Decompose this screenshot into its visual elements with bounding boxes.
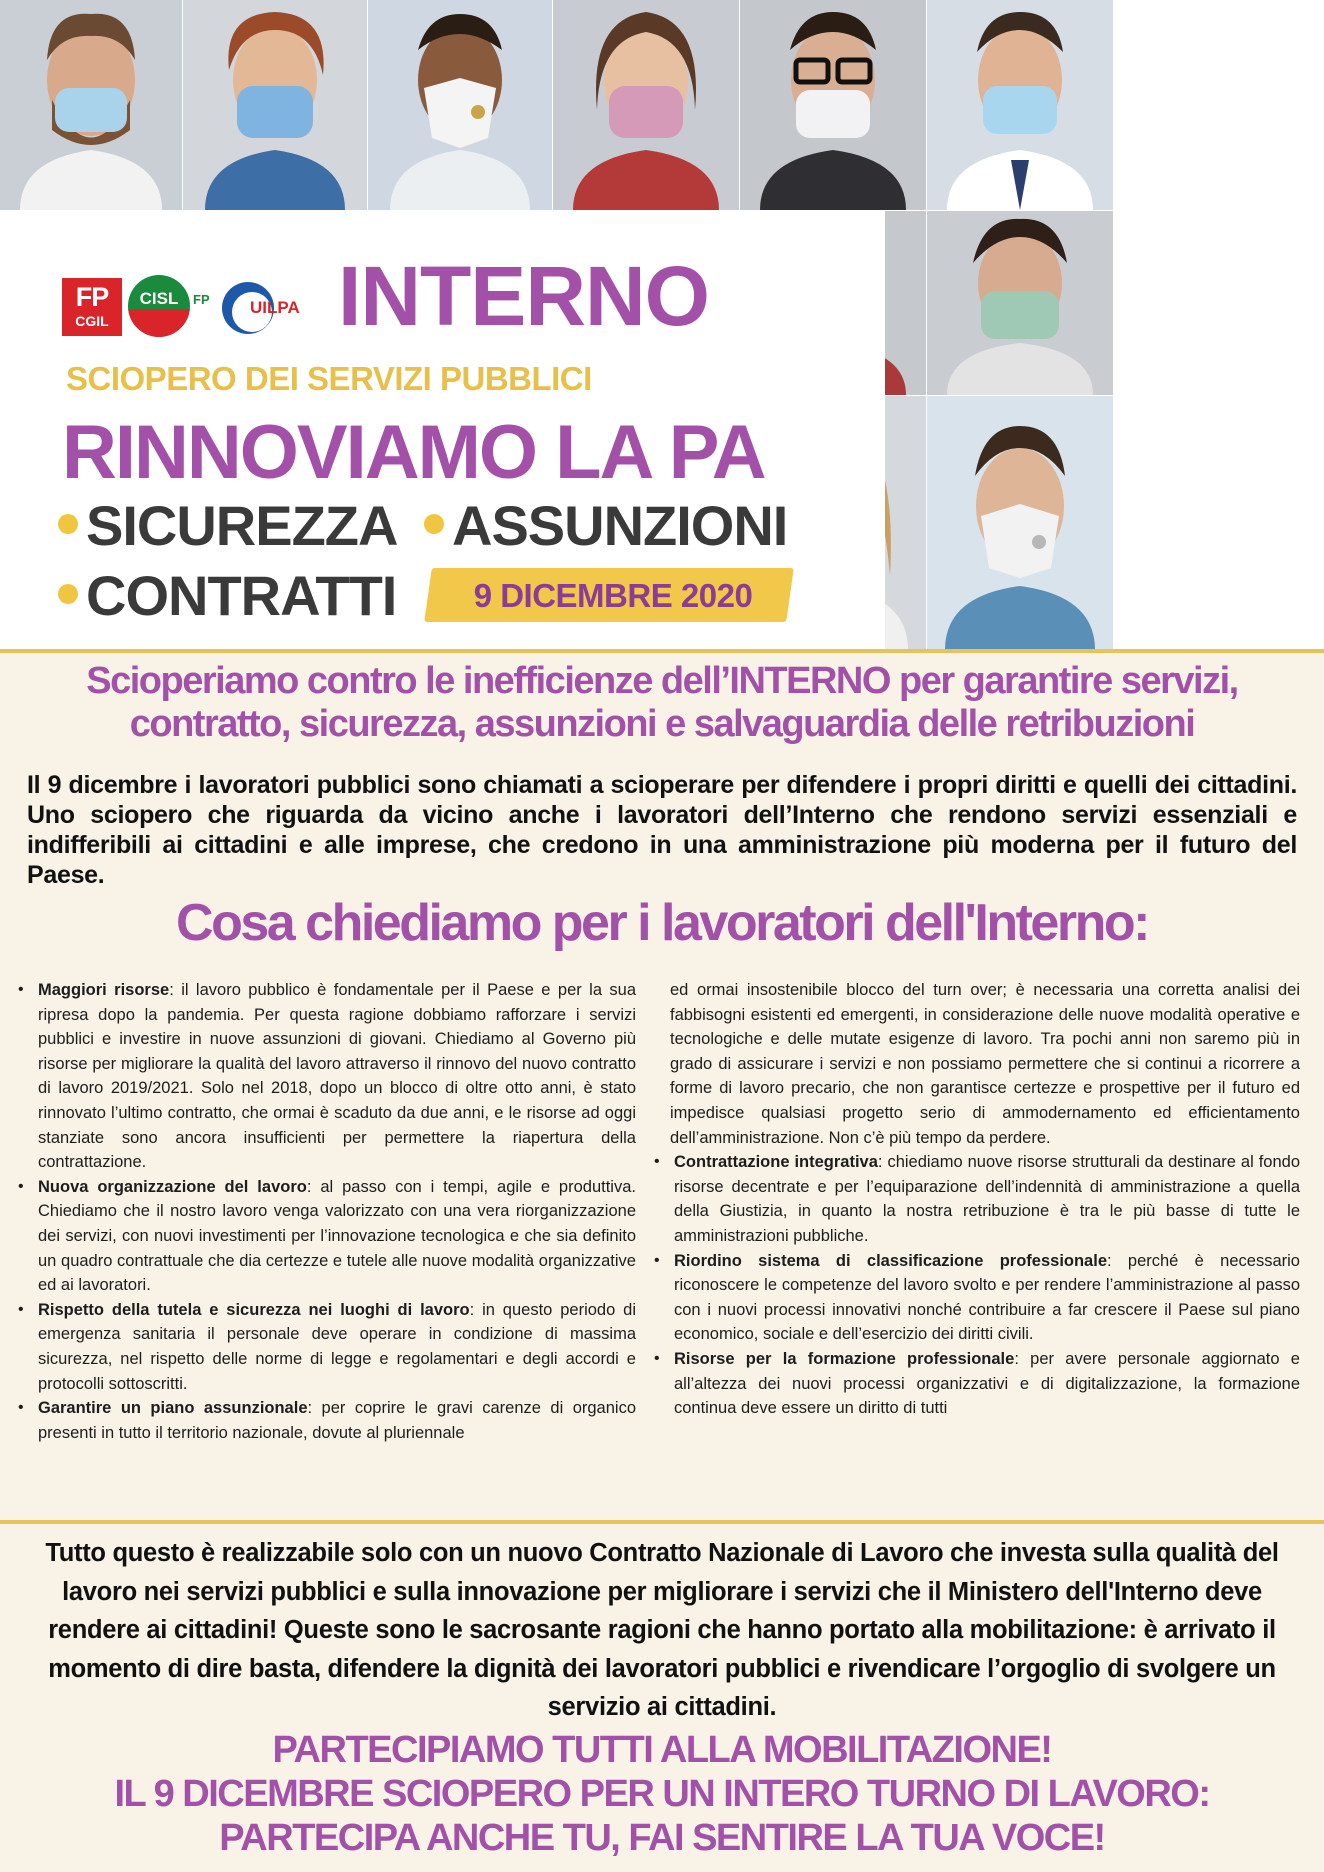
headline-rinnoviamo: RINNOVIAMO LA PA (62, 410, 765, 495)
bullet-icon: • (18, 1300, 24, 1318)
cisl-logo: CISL (128, 275, 190, 337)
request-item: • Riordino sistema di classificazione professionale: perché è necessario riconoscere le competenze del lavoro svolto e per rendere l’amministrazione al passo con i nuovi processi innovativi nonché contribuire a far crescere il Paese sul piano economico, sociale e dell’esercizio dei diritti civili. (652, 1249, 1300, 1347)
photo-man-green-mask (927, 211, 1113, 395)
bullet-dot (424, 514, 444, 534)
cta-line-1: PARTECIPIAMO TUTTI ALLA MOBILITAZIONE! (272, 1729, 1052, 1771)
bullet-icon: • (654, 1349, 660, 1367)
uilpa-logo: UILPA (222, 282, 317, 334)
divider-top (0, 649, 1324, 653)
closing-paragraph: Tutto questo è realizzabile solo con un nuovo Contratto Nazionale di Lavoro che investa sulla qualità del lavoro nei servizi pubblici e sulla innovazione per migliorare i servizi che il Ministero dell'Interno deve rendere ai cittadini! Queste sono le sacrosante ragioni che hanno portato alla mobilitazione: è arrivato il momento di dire basta, difendere la dignità dei lavoratori pubblici e rivendicare l’orgoglio di svolgere un servizio ai cittadini. (45, 1539, 1279, 1722)
fp-cgil-logo: FP CGIL (62, 278, 122, 336)
request-item: • Nuova organizzazione del lavoro: al passo con i tempi, agile e produttiva. Chiediamo che il nostro lavoro venga valorizzato con una vera riorganizzazione dei servizi, con nuovi investimenti per l’innovazione tecnologica e che sia definito un quadro contrattuale che dia certezze e tutele alle nuove modalità organizzative ed ai lavoratori. (16, 1175, 636, 1298)
bullet-icon: • (654, 1251, 660, 1269)
requests-column-left (16, 978, 636, 1445)
date-text: 9 DICEMBRE 2020 (473, 577, 753, 614)
photo-man-ffp2-mask (927, 396, 1113, 650)
cta-line-2: IL 9 DICEMBRE SCIOPERO PER UN INTERO TURNO DI LAVORO: (114, 1773, 1210, 1815)
bullet-sicurezza: SICUREZZA (58, 498, 397, 554)
requests-column-right (652, 978, 1300, 1421)
intro-paragraph: Il 9 dicembre i lavoratori pubblici sono chiamati a scioperare per difendere i propri diritti e quelli dei cittadini. Uno sciopero che riguarda da vicino anche i lavoratori dell’Interno che rendono servizi essenziali e indifferibili ai cittadini e alle imprese, che credono in una amministrazione più moderna per il futuro del Paese. (27, 771, 1297, 889)
cisl-fp-label: FP (193, 292, 210, 307)
cta-line-3: PARTECIPA ANCHE TU, FAI SENTIRE LA TUA VOCE! (219, 1817, 1105, 1859)
photo-woman-pink-mask (553, 0, 739, 210)
request-item: • Contrattazione integrativa: chiediamo nuove risorse strutturali da destinare al fondo risorse decentrate e per l’equiparazione dell’indennità di amministrazione a quella della Giustizia, in quanto la nostra retribuzione è tra le più basse di tutte le amministrazioni pubbliche. (652, 1150, 1300, 1248)
subtitle-sciopero: SCIOPERO DEI SERVIZI PUBBLICI (66, 360, 592, 397)
request-item: • Garantire un piano assunzionale: per coprire le gravi carenze di organico presenti in tutto il territorio nazionale, dovute al pluriennale (16, 1396, 636, 1445)
bullet-assunzioni: ASSUNZIONI (424, 498, 787, 554)
bullet-icon: • (18, 1399, 24, 1417)
requests-heading: Cosa chiediamo per i lavoratori dell'Interno: (176, 894, 1148, 952)
photo-woman-blue-mask (183, 0, 367, 210)
bullet-icon: • (18, 981, 24, 998)
title-interno: INTERNO (338, 249, 709, 343)
request-continuation: ed ormai insostenibile blocco del turn over; è necessaria una corretta analisi dei fabbisogni esistenti ed emergenti, in considerazione delle nuove modalità operative e tecnologiche e delle mutate esigenze di lavoro. Tra pochi anni non saremo più in grado di assicurare i servizi e non possiamo permettere che si continui a ricorrere a forme di lavoro precario, che non garantisce certezze e prospettive per il futuro ed impedisce qualsiasi progetto serio di ammodernamento ed efficientamento dell’amministrazione. Non c’è più tempo da perdere. (670, 981, 1300, 1147)
photo-man-glasses-mask (740, 0, 926, 210)
request-item: • Rispetto della tutela e sicurezza nei luoghi di lavoro: in questo periodo di emergenza sanitaria il personale deve operare in condizione di massima sicurezza, nel rispetto delle norme di legge e regolamentari e degli accordi e protocolli sottoscritti. (16, 1298, 636, 1396)
union-logos (62, 272, 322, 342)
bullet-dot (58, 584, 78, 604)
header-panel (0, 210, 885, 650)
request-item: • Maggiori risorse: il lavoro pubblico è fondamentale per il Paese e per la sua ripresa dopo la pandemia. Per questa ragione dobbiamo rafforzare i servizi pubblici e investire in nuove assunzioni di giovani. Chiediamo al Governo più risorse per migliorare la qualità del lavoro attraverso il rinnovo del nuovo contratto di lavoro 2019/2021. Solo nel 2018, dopo un blocco di oltre otto anni, è stato rinnovato l’ultimo contratto, che ormai è scaduto da due anni, e le risorse ad oggi stanziate sono ancora insufficienti per permettere la riapertura della contrattazione. (16, 978, 636, 1175)
photo-doctor-mask (927, 0, 1113, 210)
photo-man-beard-blue-mask (0, 0, 182, 210)
photo-man-white-ffp-mask (368, 0, 552, 210)
bullet-dot (58, 514, 78, 534)
photo-edge-strip (1114, 0, 1324, 650)
bullet-icon: • (18, 1177, 24, 1195)
request-item: • Risorse per la formazione professionale: per avere personale aggiornato e all’altezza dei nuovi processi organizzativi e di digitalizzazione, la formazione continua deve essere un diritto di tutti (652, 1347, 1300, 1421)
bullet-contratti: CONTRATTI (58, 568, 396, 624)
divider-bottom (0, 1520, 1324, 1524)
intro-heading: Scioperiamo contro le inefficienze dell’INTERNO per garantire servizi, contratto, sicurezza, assunzioni e salvaguardia delle retribuzioni (86, 660, 1238, 745)
bullet-icon: • (654, 1153, 660, 1171)
